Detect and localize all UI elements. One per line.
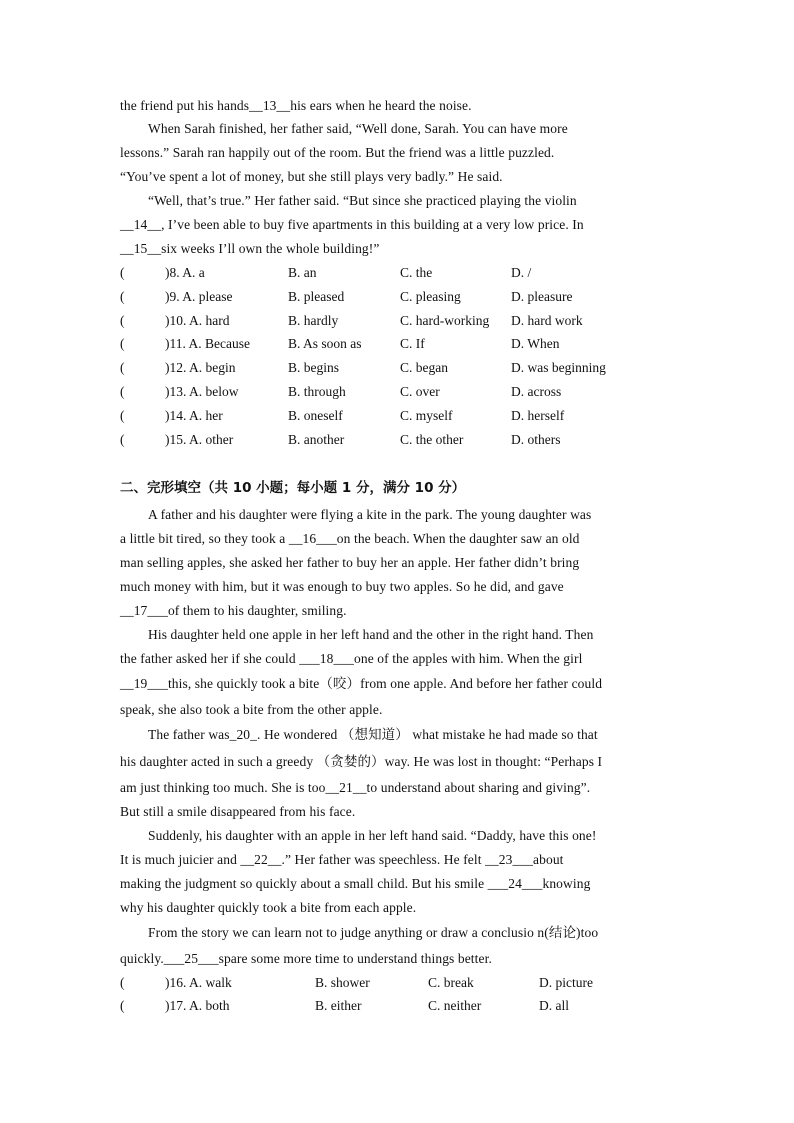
- option-c: C. hard-working: [400, 313, 490, 328]
- question-row: [120, 973, 680, 993]
- passage-line: “You’ve spent a lot of money, but she still plays very badly.” He said.: [120, 169, 503, 184]
- option-d: D. When: [511, 336, 560, 351]
- option-d: D. all: [539, 998, 569, 1013]
- passage-line: Suddenly, his daughter with an apple in her left hand said. “Daddy, have this one!: [148, 828, 597, 843]
- option-a: )14. A. her: [165, 408, 223, 423]
- option-d: D. herself: [511, 408, 565, 423]
- option-c: C. the: [400, 265, 433, 280]
- question-row: [120, 287, 680, 307]
- option-a: )8. A. a: [165, 265, 205, 280]
- question-row: [120, 263, 680, 283]
- option-a: )16. A. walk: [165, 975, 232, 990]
- option-d: D. across: [511, 384, 562, 399]
- passage-line: why his daughter quickly took a bite from each apple.: [120, 900, 417, 915]
- passage-line: a little bit tired, so they took a __16___on the beach. When the daughter saw an old: [120, 531, 580, 546]
- option-b: B. shower: [315, 975, 370, 990]
- option-a: )17. A. both: [165, 998, 230, 1013]
- passage-line: much money with him, but it was enough to buy two apples. So he did, and gave: [120, 579, 564, 594]
- passage-line: From the story we can learn not to judge anything or draw a conclusio n(结论)too: [148, 925, 599, 940]
- passage-line: __19___this, she quickly took a bite（咬）from one apple. And before her father could: [120, 676, 603, 691]
- question-row: [120, 406, 680, 426]
- option-c: C. the other: [400, 432, 464, 447]
- option-b: B. hardly: [288, 313, 339, 328]
- option-b: B. another: [288, 432, 345, 447]
- passage-line: __17___of them to his daughter, smiling.: [120, 603, 347, 618]
- answer-blank[interactable]: (: [120, 408, 125, 423]
- answer-blank[interactable]: (: [120, 289, 125, 304]
- passage-line: the friend put his hands__13__his ears when he heard the noise.: [120, 98, 472, 113]
- option-a: )11. A. Because: [165, 336, 250, 351]
- passage-line: man selling apples, she asked her father to buy her an apple. Her father didn’t bring: [120, 555, 580, 570]
- passage-line: A father and his daughter were flying a kite in the park. The young daughter was: [148, 507, 592, 522]
- option-b: B. oneself: [288, 408, 343, 423]
- option-c: C. If: [400, 336, 425, 351]
- answer-blank[interactable]: (: [120, 265, 125, 280]
- question-row: [120, 334, 680, 354]
- answer-blank[interactable]: (: [120, 336, 125, 351]
- question-row: [120, 382, 680, 402]
- passage-line: his daughter acted in such a greedy （贪婪的）way. He was lost in thought: “Perhaps I: [120, 754, 603, 769]
- passage-line: The father was_20_. He wondered （想知道） what mistake he had made so that: [148, 727, 598, 742]
- answer-blank[interactable]: (: [120, 360, 125, 375]
- question-row: [120, 430, 680, 450]
- passage-line: “Well, that’s true.” Her father said. “But since she practiced playing the violin: [148, 193, 577, 208]
- passage-line: making the judgment so quickly about a small child. But his smile ___24___knowing: [120, 876, 591, 891]
- option-c: C. neither: [428, 998, 482, 1013]
- answer-blank[interactable]: (: [120, 313, 125, 328]
- option-b: B. either: [315, 998, 362, 1013]
- answer-blank[interactable]: (: [120, 432, 125, 447]
- option-d: D. others: [511, 432, 561, 447]
- question-row: [120, 311, 680, 331]
- passage-line: lessons.” Sarah ran happily out of the room. But the friend was a little puzzled.: [120, 145, 555, 160]
- passage-line: speak, she also took a bite from the other apple.: [120, 702, 383, 717]
- answer-blank[interactable]: (: [120, 384, 125, 399]
- passage-line: the father asked her if she could ___18___one of the apples with him. When the girl: [120, 651, 583, 666]
- passage-line: But still a smile disappeared from his face.: [120, 804, 356, 819]
- passage-line: His daughter held one apple in her left hand and the other in the right hand. Then: [148, 627, 594, 642]
- option-c: C. began: [400, 360, 448, 375]
- option-d: D. was beginning: [511, 360, 606, 375]
- passage-line: It is much juicier and __22__.” Her father was speechless. He felt __23___about: [120, 852, 564, 867]
- option-d: D. hard work: [511, 313, 583, 328]
- option-a: )13. A. below: [165, 384, 239, 399]
- question-row: [120, 358, 680, 378]
- option-a: )10. A. hard: [165, 313, 230, 328]
- section-heading: 二、完形填空（共 10 小题；每小题 1 分，满分 10 分）: [120, 480, 466, 496]
- passage-line: __14__, I’ve been able to buy five apartments in this building at a very low price. In: [120, 217, 584, 232]
- option-b: B. pleased: [288, 289, 345, 304]
- option-c: C. myself: [400, 408, 453, 423]
- option-d: D. picture: [539, 975, 593, 990]
- option-b: B. begins: [288, 360, 340, 375]
- passage-line: am just thinking too much. She is too__21__to understand about sharing and giving”.: [120, 780, 591, 795]
- option-c: C. break: [428, 975, 474, 990]
- option-c: C. over: [400, 384, 440, 399]
- option-b: B. As soon as: [288, 336, 362, 351]
- answer-blank[interactable]: (: [120, 975, 125, 990]
- option-b: B. an: [288, 265, 317, 280]
- option-d: D. pleasure: [511, 289, 573, 304]
- passage-line: __15__six weeks I’ll own the whole building!”: [120, 241, 380, 256]
- passage-line: When Sarah finished, her father said, “Well done, Sarah. You can have more: [148, 121, 568, 136]
- answer-blank[interactable]: (: [120, 998, 125, 1013]
- question-row: [120, 996, 680, 1016]
- option-c: C. pleasing: [400, 289, 461, 304]
- option-a: )15. A. other: [165, 432, 234, 447]
- option-a: )9. A. please: [165, 289, 233, 304]
- option-a: )12. A. begin: [165, 360, 236, 375]
- option-d: D. /: [511, 265, 532, 280]
- option-b: B. through: [288, 384, 346, 399]
- passage-line: quickly.___25___spare some more time to understand things better.: [120, 951, 492, 966]
